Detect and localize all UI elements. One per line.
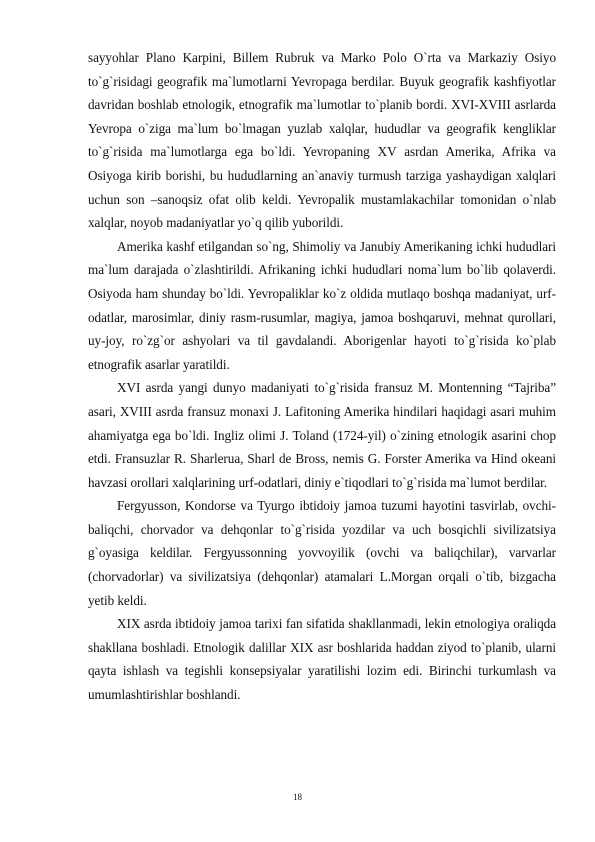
paragraph-5: XIX asrda ibtidoiy jamoa tarixi fan sifatida shakllanmadi, lekin etnologiya oraliqda shakllana boshladi. Etnologik dalillar XIX asr boshlarida haddan ziyod to`planib, ularni qayta ishlash va tegishli konsepsiyalar yaratilishi lozim edi. Birinchi turkumlash va umumlashtirishlar boshlandi. bbox=[88, 616, 556, 703]
paragraph-1: sayyohlar Plano Karpini, Billem Rubruk va Marko Polo O`rta va Markaziy Osiyo to`g`risidagi geografik ma`lumotlarni Yevropaga berdilar. Buyuk geografik kashfiyotlar davridan boshlab etnologik, etnografik ma`lumotlar to`planib bordi. XVI-XVIII asrlarda Yevropa o`ziga ma`lum bo`lmagan yuzlab xalqlar, hududlar va geografik kengliklar to`g`risida ma`lumotlarga ega bo`ldi. Yevropaning XV asrdan Amerika, Afrika va Osiyoga kirib borishi, bu hududlarning an`anaviy turmush tarziga yashaydigan xalqlari uchun son –sanoqsiz ofat olib keldi. Yevropalik mustamlakachilar tomonidan o`nlab xalqlar, noyob madaniyatlar yo`q qilib yuborildi. bbox=[88, 50, 556, 231]
paragraph-4: Fergyusson, Kondorse va Tyurgo ibtidoiy jamoa tuzumi hayotini tasvirlab, ovchi- baliqchi, chorvador va dehqonlar to`g`risida yozdilar va uch bosqichli sivilizatsiya g`oyasiga keldilar. Fergyussonning yovvoyilik (ovchi va baliqchilar), varvarlar (chorvadorlar) va sivilizatsiya (dehqonlar) atamalari L.Morgan orqali o`tib, bizgacha yetib keldi. bbox=[88, 498, 556, 608]
page-number: 18 bbox=[293, 792, 302, 802]
paragraph-3: XVI asrda yangi dunyo madaniyati to`g`risida fransuz M. Montenning “Tajriba” asari, XVIII asrda fransuz monaxi J. Lafitoning Amerika hindilari haqidagi asari muhim ahamiyatga ega bo`ldi. Ingliz olimi J. Toland (1724-yil) o`zining etnologik asarini chop etdi. Fransuzlar R. Sharlerua, Sharl de Bross, nemis G. Forster Amerika va Hind okeani havzasi orollari xalqlarining urf-odatlari, diniy e`tiqodlari to`g`risida ma`lumot berdilar. bbox=[88, 380, 556, 490]
paragraph-2: Amerika kashf etilgandan so`ng, Shimoliy va Janubiy Amerikaning ichki hududlari ma`lum darajada o`zlashtirildi. Afrikaning ichki hududlari noma`lum bo`lib qolaverdi. Osiyoda ham shunday bo`ldi. Yevropaliklar ko`z oldida mutlaqo boshqa madaniyat, urf-odatlar, marosimlar, diniy rasm-rusumlar, magiya, jamoa boshqaruvi, mehnat qurollari, uy-joy, ro`zg`or ashyolari va til gavdalandi. Aborigenlar hayoti to`g`risida ko`plab etnografik asarlar yaratildi. bbox=[88, 238, 556, 372]
page-body bbox=[88, 46, 556, 707]
